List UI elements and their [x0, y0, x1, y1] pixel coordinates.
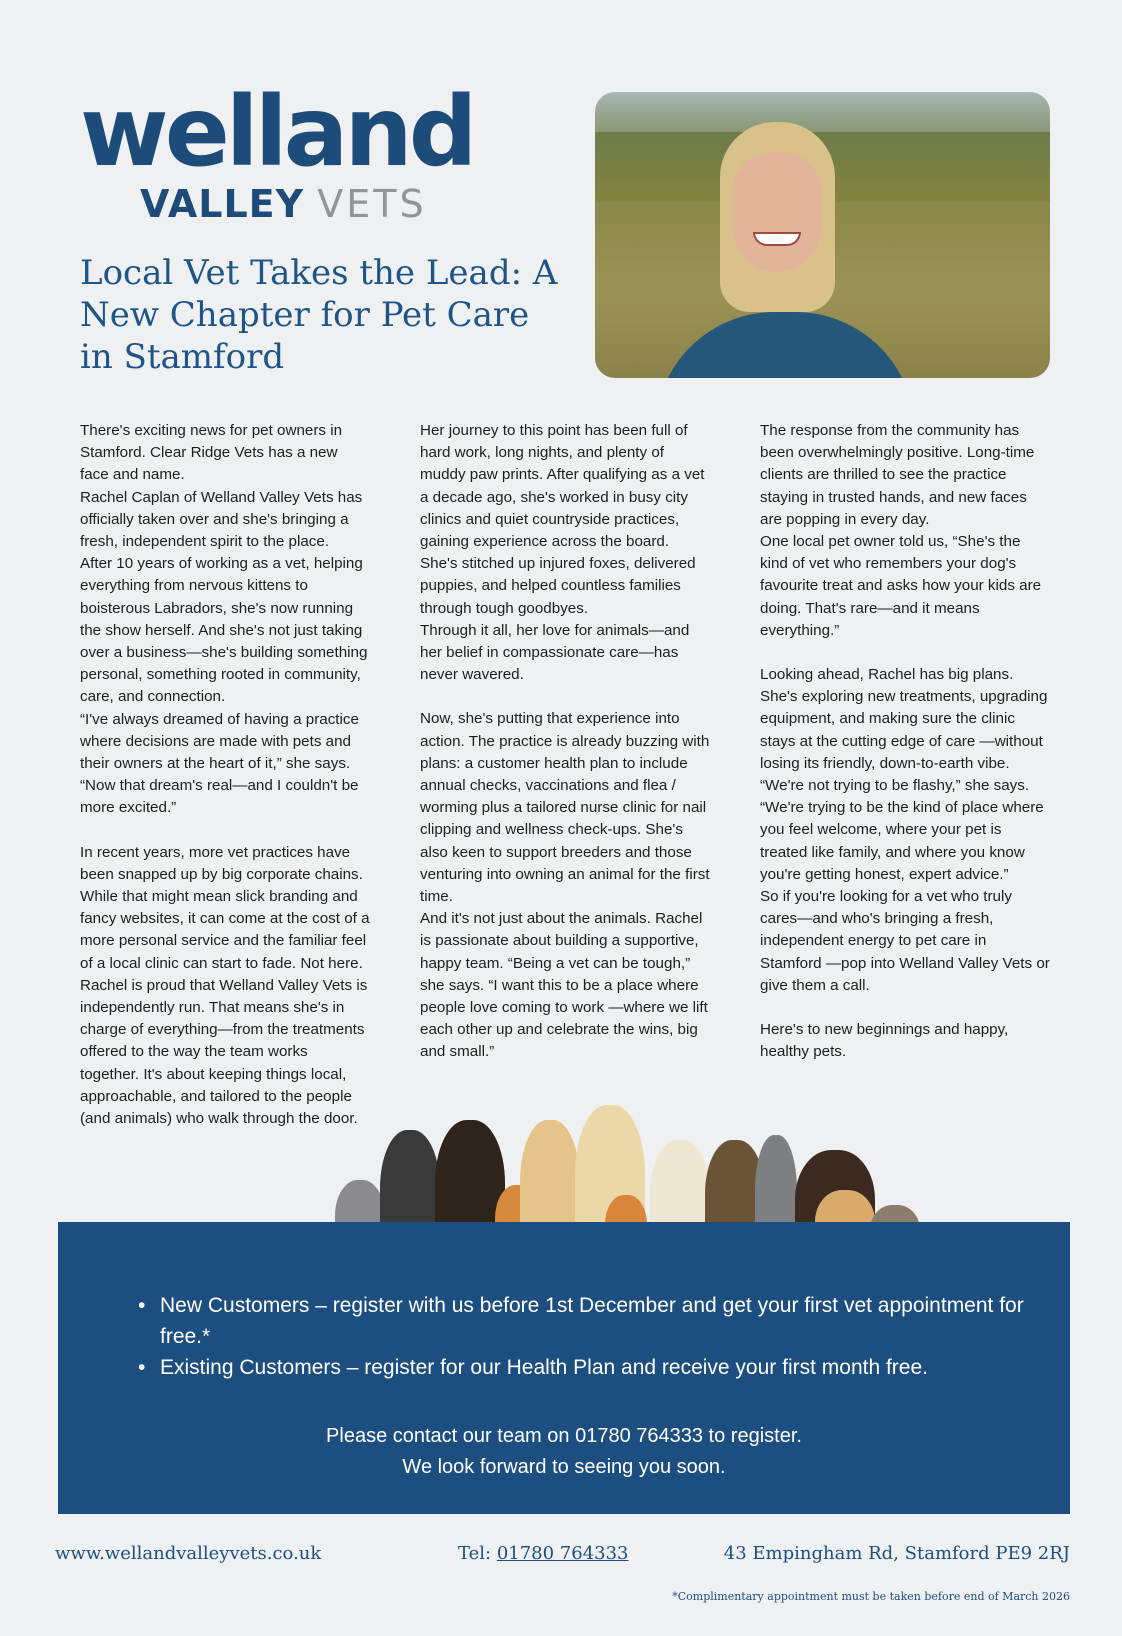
offer-list	[138, 1290, 1038, 1383]
article-headline: Local Vet Takes the Lead: A New Chapter for Pet Care in Stamford	[80, 253, 558, 377]
contact-line: Please contact our team on 01780 764333 to register.	[326, 1425, 802, 1447]
offer-new-customers: • New Customers – register with us before 1st December and get your first vet appointment for free.*	[138, 1290, 1038, 1352]
paragraph-gap	[420, 686, 710, 708]
article-column-3	[760, 420, 1050, 1063]
article-column-1	[80, 420, 370, 1130]
paragraph: Here's to new beginnings and happy, healthy pets.	[760, 1021, 1009, 1061]
logo-subtitle-bold: VALLEY	[140, 182, 305, 226]
article-column-2	[420, 420, 710, 1064]
paragraph: There's exciting news for pet owners in Stamford. Clear Ridge Vets has a new face and name.	[80, 422, 343, 484]
paragraph: One local pet owner told us, “She's the kind of vet who remembers your dog's favourite treat and asks how your kids are doing. That's rare—and it means everything.”	[760, 533, 1042, 639]
logo-subtitle	[140, 182, 427, 226]
paragraph: “I've always dreamed of having a practice where decisions are made with pets and their owners at the heart of it,” she says. “Now that dream's real—and I couldn't be more excited.”	[80, 710, 359, 817]
website-link[interactable]: www.wellandvalleyvets.co.uk	[55, 1543, 322, 1564]
offer-banner	[58, 1222, 1070, 1514]
logo-subtitle-light: VETS	[317, 182, 427, 226]
paragraph-gap	[760, 642, 1050, 664]
photo-shirt	[655, 312, 915, 378]
welland-valley-vets-logo	[80, 76, 490, 232]
paragraph-gap	[80, 820, 370, 842]
paragraph: And it's not just about the animals. Rachel is passionate about building a supportive, happy team. “Being a vet can be tough,” she says. “I want this to be a place where people love coming to work —where we lift each other up and celebrate the wins, big and small.”	[420, 910, 708, 1061]
vet-portrait-photo	[595, 92, 1050, 378]
paragraph: Now, she's putting that experience into action. The practice is already buzzing with plans: a customer health plan to include annual checks, vaccinations and flea / worming plus a tailored nurse clinic for nail clipping and wellness check-ups. She's also keen to support breeders and those venturing into owning an animal for the first time.	[420, 710, 710, 906]
offer-existing-customers: • Existing Customers – register for our Health Plan and receive your first month free.	[138, 1352, 1038, 1383]
bullet-icon: •	[138, 1294, 146, 1317]
paragraph: After 10 years of working as a vet, helping everything from nervous kittens to boisterous Labradors, she's now running the show herself. And she's not just taking over a business—she's building something personal, something rooted in community, care, and connection.	[80, 555, 368, 706]
footnote: *Complimentary appointment must be taken before end of March 2026	[672, 1590, 1070, 1603]
paragraph: Looking ahead, Rachel has big plans. She's exploring new treatments, upgrading equipment, and making sure the clinic stays at the cutting edge of care —without losing its friendly, down-to-earth vibe. “We're not trying to be flashy,” she says. “We're trying to be the kind of place where you feel welcome, where your pet is treated like family, and where you know you're getting honest, expert advice.”	[760, 666, 1048, 883]
address: 43 Empingham Rd, Stamford PE9 2RJ	[723, 1543, 1070, 1564]
contact-message	[58, 1421, 1070, 1483]
paragraph: Rachel is proud that Welland Valley Vets is independently run. That means she's in charge of everything—from the treatments offered to the way the team works together. It's about keeping things local, approachable, and tailored to the people (and animals) who walk through the door.	[80, 976, 368, 1128]
paragraph-gap	[760, 997, 1050, 1019]
paragraph: In recent years, more vet practices have been snapped up by big corporate chains. While that might mean slick branding and fancy websites, it can come at the cost of a more personal service and the familiar feel of a local clinic can start to fade. Not here.	[80, 843, 370, 972]
paragraph: Her journey to this point has been full of hard work, long nights, and plenty of muddy paw prints. After qualifying as a vet a decade ago, she's worked in busy city clinics and quiet countryside practices, gaining experience across the board. She's stitched up injured foxes, delivered puppies, and helped countless families through tough goodbyes.	[420, 422, 705, 617]
paragraph: Rachel Caplan of Welland Valley Vets has officially taken over and she's bringing a fresh, independent spirit to the place.	[80, 488, 363, 551]
contact-line: We look forward to seeing you soon.	[402, 1456, 726, 1478]
paragraph: The response from the community has been overwhelmingly positive. Long-time clients are thrilled to see the practice staying in trusted hands, and new faces are popping in every day.	[760, 422, 1035, 528]
logo-wordmark: welland	[80, 76, 474, 188]
telephone-link[interactable]: 01780 764333	[496, 1543, 629, 1564]
telephone	[458, 1542, 629, 1566]
photo-person	[695, 122, 855, 322]
bullet-icon: •	[138, 1356, 146, 1379]
telephone-label: Tel:	[458, 1543, 497, 1564]
paragraph: So if you're looking for a vet who truly cares—and who's bringing a fresh, independent energy to pet care in Stamford —pop into Welland Valley Vets or give them a call.	[760, 888, 1050, 994]
paragraph: Through it all, her love for animals—and her belief in compassionate care—has never wavered.	[420, 621, 690, 684]
